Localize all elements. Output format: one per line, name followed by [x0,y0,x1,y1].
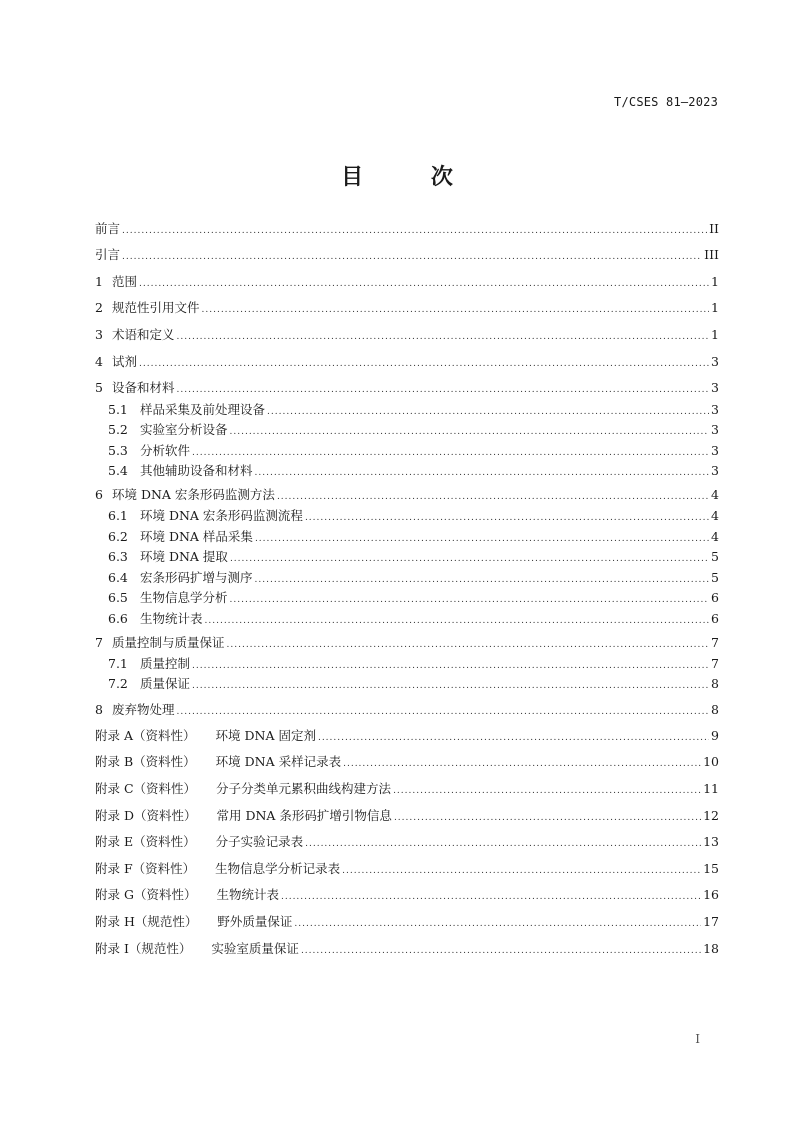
toc-entry-label: 规范性引用文件 [112,300,200,315]
toc-entry[interactable] [95,485,719,505]
toc-entry-page: III [704,247,719,262]
toc-annex-entry[interactable] [95,832,719,852]
toc-entry-page: 4 [711,529,719,544]
dot-leader [342,861,701,881]
dot-leader [177,327,710,347]
toc-entry-number: 6.1 [108,508,128,523]
toc-entry-label: 术语和定义 [112,327,175,342]
annex-page: 15 [703,861,719,876]
toc-entry[interactable] [95,325,719,345]
toc-entry[interactable] [108,609,719,629]
dot-leader [122,221,707,241]
toc-entry-number: 5.4 [108,463,128,478]
annex-page: 16 [703,887,719,902]
toc-entry-label: 生物信息学分析 [140,590,228,605]
toc-entry-page: 7 [711,656,719,671]
dot-leader [393,781,701,801]
toc-entry-number: 5.2 [108,422,128,437]
toc-entry-label: 环境 DNA 宏条形码监测方法 [112,487,275,502]
toc-entry-label: 环境 DNA 样品采集 [140,529,253,544]
toc-entry-number: 2 [95,300,103,315]
toc-entry-page: 5 [711,570,719,585]
toc-entry-number: 4 [95,354,103,369]
toc-annex-entry[interactable] [95,779,719,799]
toc-annex-entry[interactable] [95,939,719,959]
toc-entry[interactable] [95,245,719,265]
toc-entry-page: 1 [711,300,719,315]
annex-label: 附录 D（资料性） [95,808,197,823]
toc-entry-page: 8 [711,702,719,717]
toc-annex-entry[interactable] [95,859,719,879]
toc-entry-page: 3 [711,443,719,458]
toc-entry-number: 7 [95,635,103,650]
dot-leader [267,402,709,422]
annex-title: 环境 DNA 固定剂 [215,728,316,743]
annex-page: 13 [703,834,719,849]
toc-entry-label: 宏条形码扩增与测序 [140,570,253,585]
toc-entry-page: 6 [711,590,719,605]
toc-entry-number: 7.2 [108,676,128,691]
toc-entry-page: 5 [711,549,719,564]
toc-entry-number: 7.1 [108,656,128,671]
annex-title: 实验室质量保证 [211,941,299,956]
toc-entry-number: 6.3 [108,549,128,564]
dot-leader [205,611,710,631]
annex-label: 附录 F（资料性） [95,861,196,876]
toc-entry-number: 5 [95,380,103,395]
dot-leader [177,380,710,400]
toc-entry-label: 引言 [95,247,121,262]
annex-title: 生物信息学分析记录表 [215,861,341,876]
dot-leader [192,443,709,463]
toc-entry-label: 质量控制 [140,656,191,671]
toc-entry-page: 3 [711,354,719,369]
annex-title: 分子实验记录表 [215,834,304,849]
toc-entry-number: 1 [95,274,103,289]
toc-entry-label: 环境 DNA 宏条形码监测流程 [140,508,303,523]
toc-entry[interactable] [108,400,719,420]
toc-entry-page: 3 [711,463,719,478]
annex-title: 生物统计表 [216,887,279,902]
dot-leader [139,274,709,294]
toc-entry-page: 4 [711,508,719,523]
toc-entry[interactable] [108,654,719,674]
toc-entry[interactable] [108,547,719,567]
dot-leader [230,590,710,610]
dot-leader [305,508,709,528]
annex-page: 9 [711,728,719,743]
annex-title: 分子分类单元累积曲线构建方法 [216,781,392,796]
toc-entry-number: 8 [95,702,103,717]
toc-entry-page: 3 [711,380,719,395]
toc-entry[interactable] [95,219,719,239]
toc-entry-label: 试剂 [112,354,138,369]
toc-entry-number: 6.4 [108,570,128,585]
annex-label: 附录 I（规范性） [95,941,192,956]
dot-leader [301,941,701,961]
dot-leader [122,247,702,267]
toc-entry[interactable] [108,568,719,588]
dot-leader [255,529,709,549]
toc-entry-label: 质量保证 [140,676,191,691]
annex-title: 环境 DNA 采样记录表 [215,754,342,769]
toc-annex-entry[interactable] [95,752,719,772]
dot-leader [227,635,710,655]
dot-leader [318,728,709,748]
dot-leader [281,887,701,907]
toc-entry-label: 质量控制与质量保证 [112,635,225,650]
dot-leader [394,808,701,828]
toc-entry-number: 6.6 [108,611,128,626]
dot-leader [230,422,710,442]
toc-entry-number: 5.3 [108,443,128,458]
dot-leader [255,463,710,483]
toc-entry-label: 环境 DNA 提取 [140,549,228,564]
toc-entry[interactable] [108,674,719,694]
dot-leader [139,354,709,374]
toc-entry[interactable] [95,378,719,398]
toc-entry-number: 6 [95,487,103,502]
dot-leader [202,300,710,320]
toc-entry[interactable] [95,272,719,292]
toc-entry[interactable] [95,700,719,720]
annex-label: 附录 A（资料性） [95,728,196,743]
toc-annex-entry[interactable] [95,806,719,826]
toc-entry[interactable] [95,298,719,318]
toc-entry-label: 实验室分析设备 [140,422,228,437]
annex-label: 附录 B（资料性） [95,754,196,769]
annex-label: 附录 G（资料性） [95,887,197,902]
annex-page: 17 [703,914,719,929]
toc-entry[interactable] [108,506,719,526]
annex-label: 附录 C（资料性） [95,781,197,796]
toc-entry[interactable] [95,352,719,372]
dot-leader [277,487,709,507]
dot-leader [192,676,709,696]
toc-entry-label: 分析软件 [140,443,191,458]
toc-entry[interactable] [108,461,719,481]
toc-entry-page: 7 [711,635,719,650]
toc-entry-page: 1 [711,327,719,342]
toc-entry-label: 生物统计表 [140,611,203,626]
dot-leader [192,656,709,676]
toc-entry-page: 3 [711,422,719,437]
toc-entry-label: 前言 [95,221,121,236]
toc-entry-page: II [709,221,719,236]
page-number: I [695,1032,700,1046]
toc-entry-label: 范围 [112,274,138,289]
toc-annex-entry[interactable] [95,726,719,746]
toc-entry-page: 3 [711,402,719,417]
annex-page: 18 [703,941,719,956]
toc-entry-page: 6 [711,611,719,626]
annex-label: 附录 H（规范性） [95,914,198,929]
document-code: T/CSES 81—2023 [614,95,718,109]
dot-leader [177,702,710,722]
toc-entry-label: 样品采集及前处理设备 [140,402,266,417]
annex-page: 12 [703,808,719,823]
toc-entry-page: 4 [711,487,719,502]
toc-entry-number: 6.5 [108,590,128,605]
dot-leader [230,549,709,569]
dot-leader [343,754,701,774]
toc-entry-label: 设备和材料 [112,380,175,395]
toc-entry[interactable] [108,588,719,608]
annex-title: 常用 DNA 条形码扩增引物信息 [216,808,392,823]
toc-entry-number: 6.2 [108,529,128,544]
toc-entry-page: 1 [711,274,719,289]
dot-leader [305,834,701,854]
toc-annex-entry[interactable] [95,912,719,932]
toc-entry[interactable] [108,441,719,461]
toc-entry[interactable] [108,420,719,440]
annex-label: 附录 E（资料性） [95,834,196,849]
annex-page: 11 [703,781,719,796]
toc-entry[interactable] [108,527,719,547]
toc-entry-number: 5.1 [108,402,128,417]
annex-page: 10 [703,754,719,769]
toc-entry-label: 废弃物处理 [112,702,175,717]
toc-entry[interactable] [95,633,719,653]
toc-entry-page: 8 [711,676,719,691]
toc-entry-label: 其他辅助设备和材料 [140,463,253,478]
toc-annex-entry[interactable] [95,885,719,905]
dot-leader [294,914,701,934]
toc-title: 目 次 [341,165,483,190]
annex-title: 野外质量保证 [217,914,293,929]
toc-entry-number: 3 [95,327,103,342]
dot-leader [255,570,710,590]
